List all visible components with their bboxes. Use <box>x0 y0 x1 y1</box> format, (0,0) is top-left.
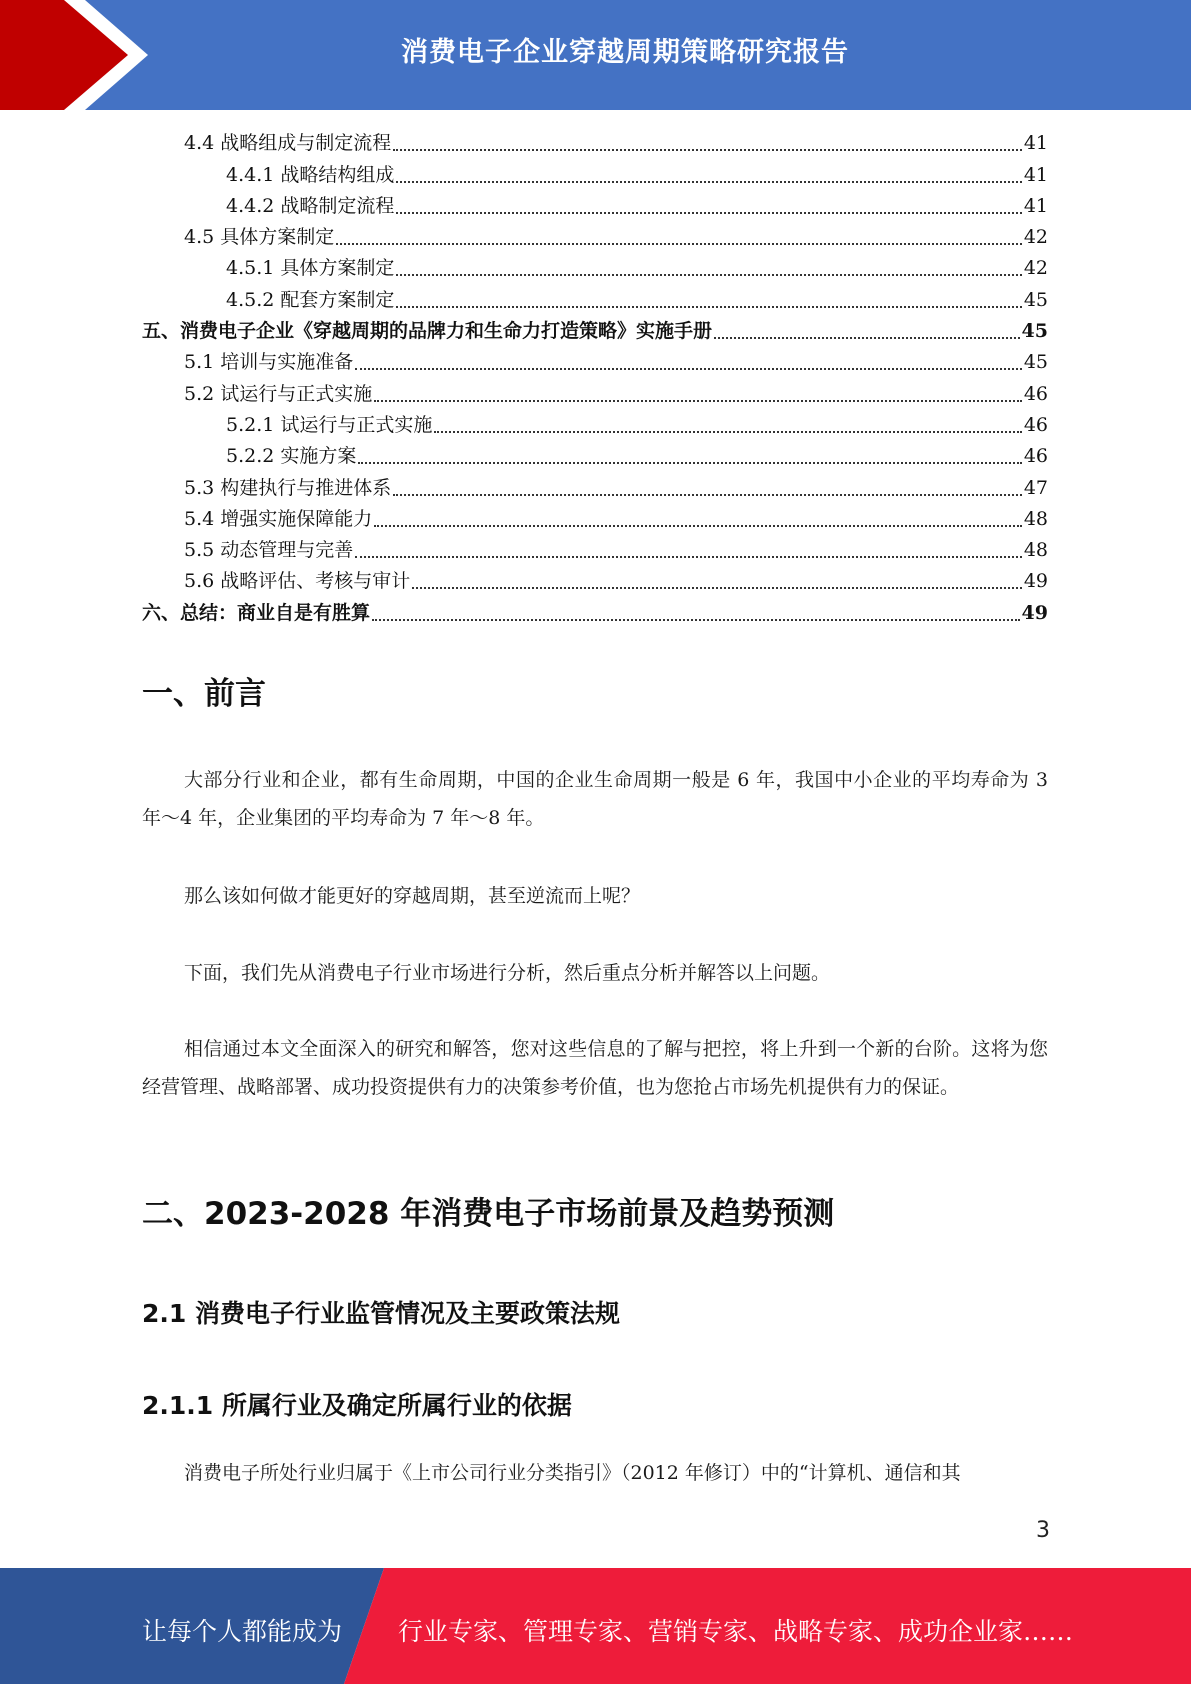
toc-entry-page: 45 <box>1021 320 1048 343</box>
page-number: 3 <box>1036 1518 1050 1543</box>
toc-dot-leader <box>374 525 1022 527</box>
preface-paragraph-3: 下面，我们先从消费电子行业市场进行分析，然后重点分析并解答以上问题。 <box>184 962 831 984</box>
toc-entry-page: 48 <box>1023 507 1048 530</box>
toc-entry-page: 45 <box>1023 351 1048 374</box>
toc-entry-label: 六、总结：商业自是有胜算 <box>142 601 371 624</box>
toc-dot-leader <box>396 306 1021 308</box>
toc-dot-leader <box>355 556 1022 558</box>
section-2-1-1-heading: 2.1.1 所属行业及确定所属行业的依据 <box>142 1391 572 1420</box>
toc-dot-leader <box>393 149 1022 151</box>
toc-entry[interactable] <box>142 504 1048 535</box>
toc-entry-page: 47 <box>1023 476 1048 499</box>
toc-entry[interactable] <box>142 253 1048 284</box>
toc-dot-leader <box>393 494 1022 496</box>
toc-entry-page: 41 <box>1023 163 1048 186</box>
toc-dot-leader <box>355 368 1022 370</box>
toc-entry-label: 5.2 试运行与正式实施 <box>184 382 373 405</box>
toc-entry-page: 42 <box>1023 257 1048 280</box>
toc-entry[interactable] <box>142 472 1048 503</box>
footer-slogan-right: 行业专家、管理专家、营销专家、战略专家、成功企业家…… <box>398 1617 1074 1646</box>
toc-entry-page: 45 <box>1023 288 1048 311</box>
toc-entry-label: 5.2.2 实施方案 <box>226 445 357 468</box>
toc-dot-leader <box>336 243 1022 245</box>
section-2-1-heading: 2.1 消费电子行业监管情况及主要政策法规 <box>142 1299 620 1328</box>
toc-entry-label: 4.4 战略组成与制定流程 <box>184 132 392 155</box>
toc-entry-page: 46 <box>1023 445 1048 468</box>
toc-entry[interactable] <box>142 284 1048 315</box>
toc-entry[interactable] <box>142 441 1048 472</box>
toc-entry[interactable] <box>142 410 1048 441</box>
toc-entry[interactable] <box>142 597 1048 628</box>
toc-entry[interactable] <box>142 347 1048 378</box>
toc-entry-label: 5.3 构建执行与推进体系 <box>184 476 392 499</box>
toc-entry-label: 5.5 动态管理与完善 <box>184 539 354 562</box>
header-arrow-icon <box>0 0 160 110</box>
toc-entry[interactable] <box>142 128 1048 159</box>
toc-dot-leader <box>396 212 1021 214</box>
toc-entry[interactable] <box>142 222 1048 253</box>
toc-entry[interactable] <box>142 159 1048 190</box>
preface-heading: 一、前言 <box>142 676 266 712</box>
toc-dot-leader <box>412 587 1022 589</box>
table-of-contents <box>142 128 1048 629</box>
market-heading: 二、2023-2028 年消费电子市场前景及趋势预测 <box>142 1196 835 1232</box>
toc-entry-page: 48 <box>1023 539 1048 562</box>
toc-dot-leader <box>434 431 1021 433</box>
toc-entry-label: 5.1 培训与实施准备 <box>184 351 354 374</box>
toc-dot-leader <box>396 274 1021 276</box>
header-title: 消费电子企业穿越周期策略研究报告 <box>401 37 849 68</box>
toc-entry-label: 4.4.1 战略结构组成 <box>226 163 395 186</box>
toc-dot-leader <box>358 462 1021 464</box>
toc-entry[interactable] <box>142 191 1048 222</box>
report-header <box>0 0 1191 110</box>
toc-entry-page: 41 <box>1023 194 1048 217</box>
toc-entry-label: 4.5.1 具体方案制定 <box>226 257 395 280</box>
toc-entry-page: 46 <box>1023 413 1048 436</box>
toc-entry-page: 42 <box>1023 226 1048 249</box>
toc-entry[interactable] <box>142 378 1048 409</box>
toc-entry[interactable] <box>142 535 1048 566</box>
preface-paragraph-4: 相信通过本文全面深入的研究和解答，您对这些信息的了解与把控，将上升到一个新的台阶。这将为您经营管理、战略部署、成功投资提供有力的决策参考价值，也为您抢占市场先机提供有力的保证。 <box>142 1038 1048 1098</box>
footer-slogan-left: 让每个人都能成为 <box>142 1617 343 1646</box>
toc-entry-label: 五、消费电子企业《穿越周期的品牌力和生命力打造策略》实施手册 <box>142 320 713 343</box>
toc-entry-page: 46 <box>1023 382 1048 405</box>
toc-dot-leader <box>372 619 1020 621</box>
toc-entry-label: 5.6 战略评估、考核与审计 <box>184 570 411 593</box>
toc-entry-label: 4.4.2 战略制定流程 <box>226 194 395 217</box>
toc-entry-page: 49 <box>1021 601 1048 624</box>
toc-entry-label: 5.2.1 试运行与正式实施 <box>226 413 433 436</box>
toc-entry-page: 49 <box>1023 570 1048 593</box>
toc-entry[interactable] <box>142 566 1048 597</box>
toc-dot-leader <box>714 337 1020 339</box>
toc-entry[interactable] <box>142 316 1048 347</box>
toc-entry-label: 5.4 增强实施保障能力 <box>184 507 373 530</box>
section-2-1-1-paragraph: 消费电子所处行业归属于《上市公司行业分类指引》（2012 年修订）中的“计算机、通信和其 <box>184 1462 961 1484</box>
toc-dot-leader <box>396 181 1021 183</box>
toc-entry-label: 4.5 具体方案制定 <box>184 226 335 249</box>
preface-paragraph-1: 大部分行业和企业，都有生命周期，中国的企业生命周期一般是 6 年，我国中小企业的平均寿命为 3 年～4 年，企业集团的平均寿命为 7 年～8 年。 <box>142 769 1048 829</box>
report-footer <box>0 1568 1191 1684</box>
toc-entry-label: 4.5.2 配套方案制定 <box>226 288 395 311</box>
toc-entry-page: 41 <box>1023 132 1048 155</box>
toc-dot-leader <box>374 400 1022 402</box>
preface-paragraph-2: 那么该如何做才能更好的穿越周期，甚至逆流而上呢？ <box>184 885 641 907</box>
